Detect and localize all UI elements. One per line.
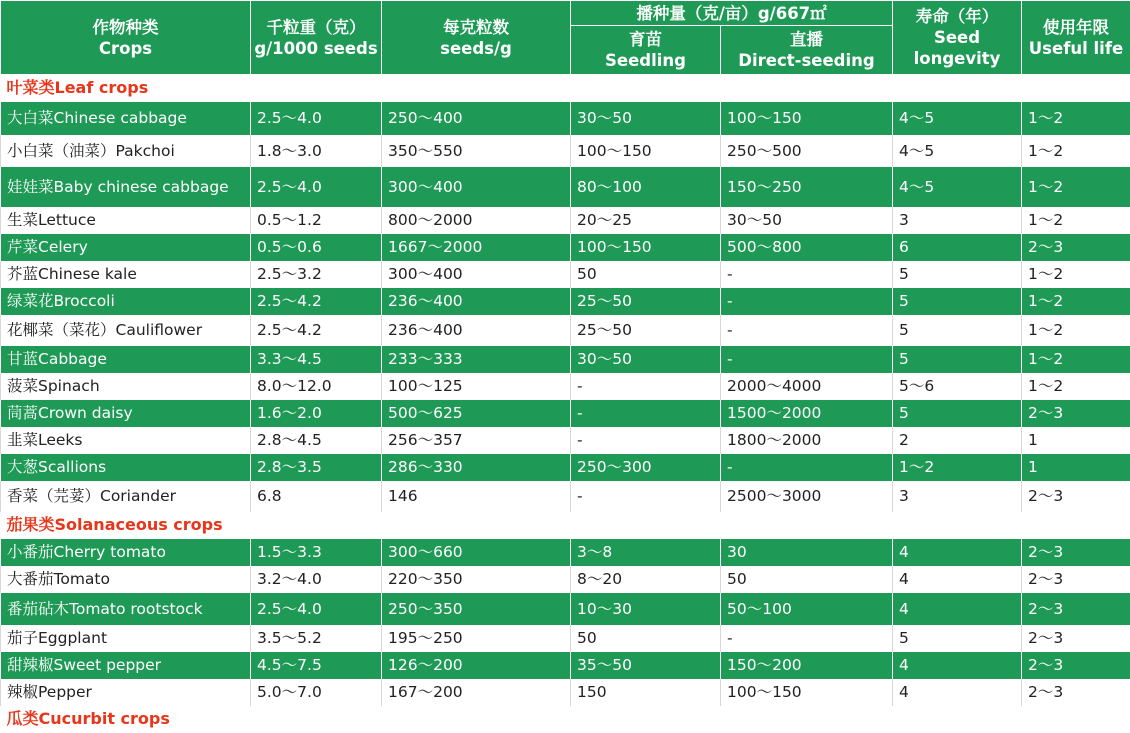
cell-longevity: 5 bbox=[893, 261, 1022, 288]
cell-direct: - bbox=[721, 288, 893, 315]
cell-seedling: 250～300 bbox=[571, 454, 721, 481]
cell-name: 大白菜Chinese cabbage bbox=[1, 102, 251, 135]
header-useful-zh: 使用年限 bbox=[1043, 17, 1109, 37]
cell-weight: 3.5～5.2 bbox=[251, 625, 382, 652]
cell-direct: 30～50 bbox=[721, 207, 893, 234]
cell-longevity: 4 bbox=[893, 566, 1022, 593]
cell-per-gram: 1667～2000 bbox=[382, 234, 571, 261]
header-longevity bbox=[893, 1, 1022, 75]
cell-name: 甘蓝Cabbage bbox=[1, 346, 251, 373]
table-row bbox=[1, 135, 1130, 167]
cell-weight: 2.5～4.2 bbox=[251, 288, 382, 315]
header-seedling-en: Seedling bbox=[605, 51, 686, 71]
cell-longevity: 4 bbox=[893, 539, 1022, 566]
header-weight bbox=[251, 1, 382, 75]
cell-per-gram: 300～400 bbox=[382, 261, 571, 288]
cell-longevity: 1～2 bbox=[893, 454, 1022, 481]
header-crops bbox=[1, 1, 251, 75]
cell-longevity: 4 bbox=[893, 679, 1022, 706]
table-row bbox=[1, 207, 1130, 234]
table-row bbox=[1, 373, 1130, 400]
cell-per-gram: 146 bbox=[382, 481, 571, 512]
cell-per-gram: 195～250 bbox=[382, 625, 571, 652]
category-cucurbit: 瓜类Cucurbit crops bbox=[1, 706, 1130, 733]
cell-seedling: - bbox=[571, 373, 721, 400]
table-row bbox=[1, 593, 1130, 625]
cell-seedling: - bbox=[571, 481, 721, 512]
cell-longevity: 4～5 bbox=[893, 135, 1022, 167]
cell-per-gram: 220～350 bbox=[382, 566, 571, 593]
cell-direct: 50 bbox=[721, 566, 893, 593]
cell-longevity: 4 bbox=[893, 652, 1022, 679]
cell-longevity: 4～5 bbox=[893, 167, 1022, 207]
cell-useful: 2～3 bbox=[1022, 400, 1130, 427]
cell-seedling: 50 bbox=[571, 625, 721, 652]
header-crops-zh: 作物种类 bbox=[92, 17, 159, 37]
cell-per-gram: 256～357 bbox=[382, 427, 571, 454]
cell-weight: 0.5～0.6 bbox=[251, 234, 382, 261]
cell-name: 芥蓝Chinese kale bbox=[1, 261, 251, 288]
cell-per-gram: 167～200 bbox=[382, 679, 571, 706]
header-direct-en: Direct-seeding bbox=[738, 51, 875, 71]
cell-longevity: 6 bbox=[893, 234, 1022, 261]
cell-weight: 3.3～4.5 bbox=[251, 346, 382, 373]
cell-seedling: 100～150 bbox=[571, 135, 721, 167]
cell-seedling: 150 bbox=[571, 679, 721, 706]
cell-longevity: 4 bbox=[893, 593, 1022, 625]
table-row bbox=[1, 102, 1130, 135]
cell-seedling: 30～50 bbox=[571, 102, 721, 135]
cell-seedling: 30～50 bbox=[571, 346, 721, 373]
cell-per-gram: 350～550 bbox=[382, 135, 571, 167]
cell-direct: - bbox=[721, 346, 893, 373]
cell-direct: 2000～4000 bbox=[721, 373, 893, 400]
cell-direct: 30 bbox=[721, 539, 893, 566]
category-row-solanaceous bbox=[1, 512, 1130, 539]
cell-per-gram: 126～200 bbox=[382, 652, 571, 679]
cell-seedling: 25～50 bbox=[571, 315, 721, 346]
cell-seedling: 8～20 bbox=[571, 566, 721, 593]
cell-seedling: 100～150 bbox=[571, 234, 721, 261]
cell-direct: 50～100 bbox=[721, 593, 893, 625]
cell-direct: 100～150 bbox=[721, 679, 893, 706]
cell-name: 甜辣椒Sweet pepper bbox=[1, 652, 251, 679]
cell-useful: 1～2 bbox=[1022, 135, 1130, 167]
cell-useful: 2～3 bbox=[1022, 679, 1130, 706]
table-row bbox=[1, 346, 1130, 373]
cell-name: 小番茄Cherry tomato bbox=[1, 539, 251, 566]
cell-longevity: 5 bbox=[893, 315, 1022, 346]
header-longevity-en2: longevity bbox=[913, 49, 1001, 68]
header-useful-en: Useful life bbox=[1028, 38, 1124, 58]
header-direct-zh: 直播 bbox=[790, 30, 823, 50]
cell-per-gram: 250～400 bbox=[382, 102, 571, 135]
cell-useful: 2～3 bbox=[1022, 625, 1130, 652]
table-row bbox=[1, 234, 1130, 261]
cell-direct: 500～800 bbox=[721, 234, 893, 261]
cell-weight: 2.5～4.0 bbox=[251, 593, 382, 625]
cell-direct: 2500～3000 bbox=[721, 481, 893, 512]
cell-per-gram: 500～625 bbox=[382, 400, 571, 427]
cell-longevity: 5 bbox=[893, 625, 1022, 652]
cell-weight: 8.0～12.0 bbox=[251, 373, 382, 400]
cell-name: 芹菜Celery bbox=[1, 234, 251, 261]
table-row bbox=[1, 288, 1130, 315]
cell-useful: 1 bbox=[1022, 454, 1130, 481]
cell-longevity: 5 bbox=[893, 400, 1022, 427]
header-per-gram-en: seeds/g bbox=[440, 38, 512, 58]
cell-useful: 1～2 bbox=[1022, 346, 1130, 373]
table-row bbox=[1, 167, 1130, 207]
cell-useful: 1～2 bbox=[1022, 167, 1130, 207]
header-seedling-zh: 育苗 bbox=[629, 30, 662, 50]
cell-useful: 2～3 bbox=[1022, 593, 1130, 625]
header-seedling bbox=[571, 26, 721, 75]
cell-direct: 250～500 bbox=[721, 135, 893, 167]
cell-per-gram: 233～333 bbox=[382, 346, 571, 373]
table-row bbox=[1, 454, 1130, 481]
cell-longevity: 4～5 bbox=[893, 102, 1022, 135]
cell-useful: 1～2 bbox=[1022, 261, 1130, 288]
cell-per-gram: 300～660 bbox=[382, 539, 571, 566]
cell-longevity: 5 bbox=[893, 346, 1022, 373]
cell-weight: 1.5～3.3 bbox=[251, 539, 382, 566]
cell-weight: 5.0～7.0 bbox=[251, 679, 382, 706]
category-leaf: 叶菜类Leaf crops bbox=[1, 75, 1130, 102]
cell-useful: 1～2 bbox=[1022, 102, 1130, 135]
cell-name: 菠菜Spinach bbox=[1, 373, 251, 400]
cell-seedling: 80～100 bbox=[571, 167, 721, 207]
table-row bbox=[1, 400, 1130, 427]
header-sowing-rate: 播种量（克/亩）g/667㎡ bbox=[571, 1, 893, 26]
table-header bbox=[1, 1, 1130, 75]
cell-direct: - bbox=[721, 261, 893, 288]
category-row-cucurbit bbox=[1, 706, 1130, 733]
cell-weight: 2.5～4.2 bbox=[251, 315, 382, 346]
cell-weight: 0.5～1.2 bbox=[251, 207, 382, 234]
cell-useful: 1～2 bbox=[1022, 207, 1130, 234]
cell-seedling: - bbox=[571, 427, 721, 454]
table-row bbox=[1, 539, 1130, 566]
header-weight-zh: 千粒重（克） bbox=[266, 17, 366, 37]
table-row bbox=[1, 679, 1130, 706]
cell-weight: 6.8 bbox=[251, 481, 382, 512]
cell-name: 生菜Lettuce bbox=[1, 207, 251, 234]
cell-name: 绿菜花Broccoli bbox=[1, 288, 251, 315]
cell-weight: 2.8～3.5 bbox=[251, 454, 382, 481]
cell-name: 大葱Scallions bbox=[1, 454, 251, 481]
cell-seedling: 10～30 bbox=[571, 593, 721, 625]
cell-per-gram: 100～125 bbox=[382, 373, 571, 400]
cell-weight: 2.8～4.5 bbox=[251, 427, 382, 454]
cell-longevity: 3 bbox=[893, 481, 1022, 512]
cell-direct: 100～150 bbox=[721, 102, 893, 135]
cell-useful: 1 bbox=[1022, 427, 1130, 454]
cell-per-gram: 250～350 bbox=[382, 593, 571, 625]
cell-name: 辣椒Pepper bbox=[1, 679, 251, 706]
header-weight-en: g/1000 seeds bbox=[254, 38, 378, 58]
cell-useful: 2～3 bbox=[1022, 234, 1130, 261]
cell-weight: 2.5～3.2 bbox=[251, 261, 382, 288]
cell-seedling: - bbox=[571, 400, 721, 427]
cell-weight: 1.8～3.0 bbox=[251, 135, 382, 167]
cell-per-gram: 286～330 bbox=[382, 454, 571, 481]
cell-per-gram: 236～400 bbox=[382, 315, 571, 346]
header-longevity-zh: 寿命（年） bbox=[915, 7, 999, 26]
cell-longevity: 2 bbox=[893, 427, 1022, 454]
header-per-gram-zh: 每克粒数 bbox=[443, 17, 509, 37]
cell-seedling: 50 bbox=[571, 261, 721, 288]
cell-longevity: 5～6 bbox=[893, 373, 1022, 400]
table-row bbox=[1, 625, 1130, 652]
cell-name: 小白菜（油菜）Pakchoi bbox=[1, 135, 251, 167]
cell-name: 娃娃菜Baby chinese cabbage bbox=[1, 167, 251, 207]
cell-seedling: 35～50 bbox=[571, 652, 721, 679]
cell-name: 茼蒿Crown daisy bbox=[1, 400, 251, 427]
cell-per-gram: 300～400 bbox=[382, 167, 571, 207]
cell-useful: 1～2 bbox=[1022, 315, 1130, 346]
cell-name: 香菜（芫荽）Coriander bbox=[1, 481, 251, 512]
cell-name: 番茄砧木Tomato rootstock bbox=[1, 593, 251, 625]
cell-per-gram: 800～2000 bbox=[382, 207, 571, 234]
cell-useful: 2～3 bbox=[1022, 652, 1130, 679]
table-row bbox=[1, 427, 1130, 454]
cell-name: 韭菜Leeks bbox=[1, 427, 251, 454]
cell-longevity: 3 bbox=[893, 207, 1022, 234]
cell-longevity: 5 bbox=[893, 288, 1022, 315]
cell-weight: 1.6～2.0 bbox=[251, 400, 382, 427]
table-row bbox=[1, 481, 1130, 512]
cell-useful: 2～3 bbox=[1022, 566, 1130, 593]
cell-name: 大番茄Tomato bbox=[1, 566, 251, 593]
header-crops-en: Crops bbox=[98, 38, 153, 58]
table-row bbox=[1, 652, 1130, 679]
cell-useful: 1～2 bbox=[1022, 373, 1130, 400]
cell-useful: 2～3 bbox=[1022, 481, 1130, 512]
header-longevity-en1: Seed bbox=[933, 28, 981, 47]
cell-weight: 2.5～4.0 bbox=[251, 102, 382, 135]
cell-direct: 1800～2000 bbox=[721, 427, 893, 454]
cell-weight: 3.2～4.0 bbox=[251, 566, 382, 593]
cell-weight: 2.5～4.0 bbox=[251, 167, 382, 207]
table-row bbox=[1, 566, 1130, 593]
category-row-leaf bbox=[1, 75, 1130, 102]
cell-name: 茄子Eggplant bbox=[1, 625, 251, 652]
cell-direct: 150～250 bbox=[721, 167, 893, 207]
cell-direct: - bbox=[721, 315, 893, 346]
cell-seedling: 20～25 bbox=[571, 207, 721, 234]
table-row bbox=[1, 315, 1130, 346]
cell-useful: 1～2 bbox=[1022, 288, 1130, 315]
cell-seedling: 3～8 bbox=[571, 539, 721, 566]
cell-useful: 2～3 bbox=[1022, 539, 1130, 566]
table-body bbox=[1, 75, 1130, 733]
cell-direct: - bbox=[721, 625, 893, 652]
table-row bbox=[1, 261, 1130, 288]
cell-direct: - bbox=[721, 454, 893, 481]
cell-direct: 1500～2000 bbox=[721, 400, 893, 427]
header-useful-life bbox=[1022, 1, 1130, 75]
cell-seedling: 25～50 bbox=[571, 288, 721, 315]
cell-per-gram: 236～400 bbox=[382, 288, 571, 315]
header-per-gram bbox=[382, 1, 571, 75]
cell-name: 花椰菜（菜花）Cauliflower bbox=[1, 315, 251, 346]
category-solanaceous: 茄果类Solanaceous crops bbox=[1, 512, 1130, 539]
header-direct-seeding bbox=[721, 26, 893, 75]
cell-weight: 4.5～7.5 bbox=[251, 652, 382, 679]
cell-direct: 150～200 bbox=[721, 652, 893, 679]
